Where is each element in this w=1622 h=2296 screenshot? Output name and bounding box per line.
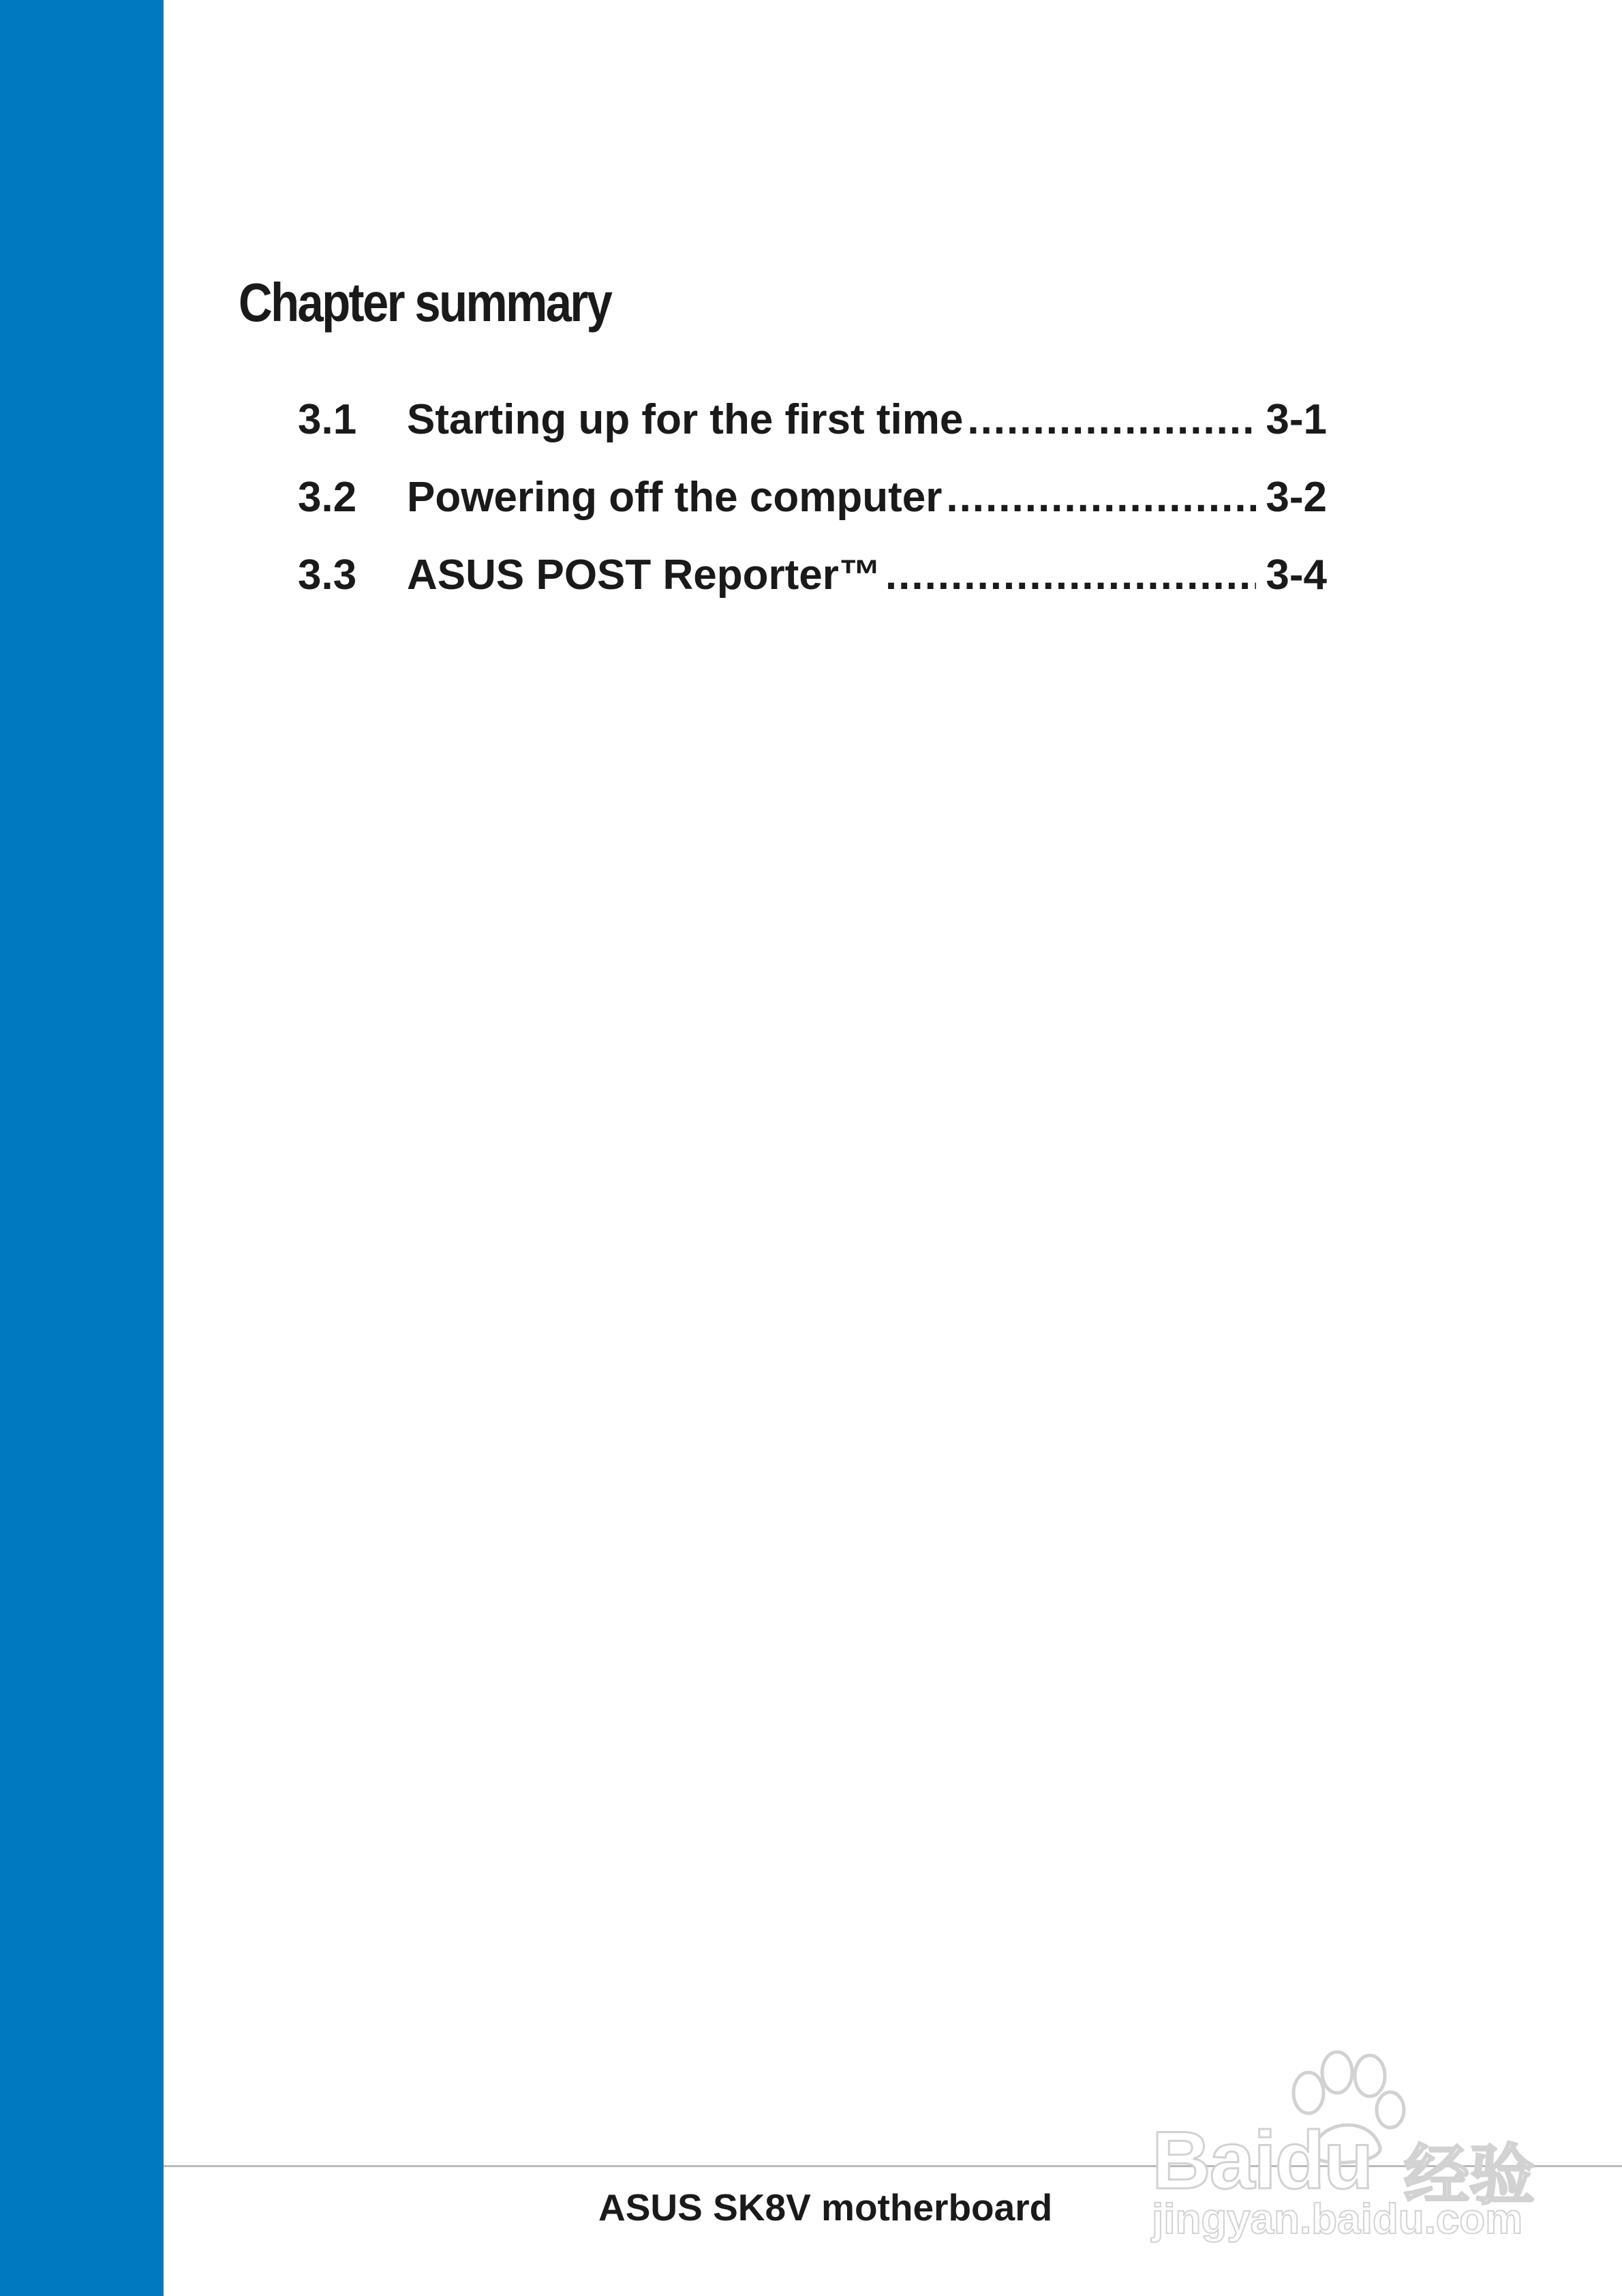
footer-product-name: ASUS SK8V motherboard xyxy=(598,2186,1053,2229)
toc-entry[interactable] xyxy=(298,473,1327,551)
table-of-contents xyxy=(298,395,1327,629)
toc-entry-title: Starting up for the first time xyxy=(407,396,964,443)
toc-entry-title: Powering off the computer xyxy=(407,474,943,521)
toc-entry-page: 3-1 xyxy=(1266,396,1327,443)
watermark-url: jingyan.baidu.com xyxy=(1152,2196,1523,2243)
toc-entry-number: 3.3 xyxy=(298,552,357,599)
toc-entry-number: 3.2 xyxy=(298,474,357,521)
toc-entry-title: ASUS POST Reporter™ xyxy=(407,552,881,599)
watermark-chinese: 经验 xyxy=(1404,2139,1535,2212)
chapter-heading: Chapter summary xyxy=(239,272,611,333)
toc-entry[interactable] xyxy=(298,395,1327,473)
watermark xyxy=(1152,2045,1533,2250)
toc-dot-leader xyxy=(885,551,1256,599)
toc-entry[interactable] xyxy=(298,551,1327,629)
side-color-bar xyxy=(0,0,164,2296)
toc-entry-number: 3.1 xyxy=(298,396,357,443)
watermark-brand: Baidu xyxy=(1152,2115,1373,2206)
toc-entry-page: 3-2 xyxy=(1266,474,1327,521)
toc-entry-page: 3-4 xyxy=(1266,552,1327,599)
toc-dot-leader xyxy=(946,473,1256,522)
toc-dot-leader xyxy=(967,395,1256,444)
